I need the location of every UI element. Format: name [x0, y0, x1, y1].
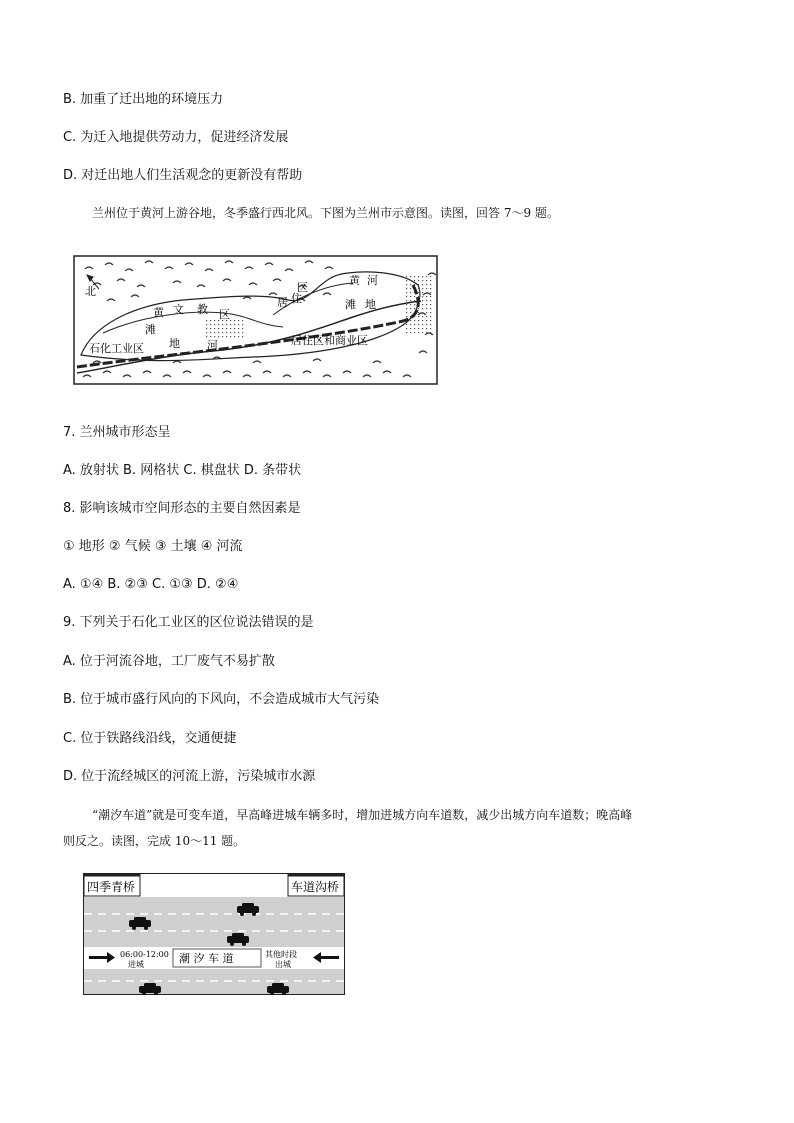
q6-option-b: B. 加重了迁出地的环境压力 — [63, 92, 224, 107]
bridge-right: 车道沟桥 — [291, 880, 340, 894]
q8-factors: ① 地形 ② 气候 ③ 土壤 ④ 河流 — [63, 539, 243, 554]
q6-option-c: C. 为迁入地提供劳动力，促进经济发展 — [63, 130, 289, 145]
map-label-wen: 文 — [173, 303, 184, 316]
q9-option-b: B. 位于城市盛行风向的下风向，不会造成城市大气污染 — [63, 692, 380, 707]
bridge-left: 四季青桥 — [87, 880, 136, 894]
q7-options: A. 放射状 B. 网格状 C. 棋盘状 D. 条带状 — [63, 463, 302, 478]
tidal-lane-figure — [83, 873, 345, 995]
q9-option-d: D. 位于流经城区的河流上游，污染城市水源 — [63, 769, 316, 784]
q7-stem: 7. 兰州城市形态呈 — [63, 425, 171, 440]
q8-stem: 8. 影响该城市空间形态的主要自然因素是 — [63, 501, 301, 516]
outbound-direction: 出城 — [275, 960, 291, 969]
q9-option-c: C. 位于铁路线沿线，交通便捷 — [63, 731, 237, 746]
map-label-qu1: 区 — [219, 308, 230, 321]
map-label-tan2: 滩 — [345, 298, 356, 311]
q9-stem: 9. 下列关于石化工业区的区位说法错误的是 — [63, 615, 314, 630]
dotted-district-left — [205, 318, 245, 338]
lanzhou-map — [73, 255, 438, 385]
road-upper — [84, 897, 344, 947]
map-label-tan1: 滩 — [145, 323, 156, 336]
intro-10-11-line2: 则反之。读图，完成 10～11 题。 — [63, 834, 246, 848]
map-label-north: 北 — [85, 285, 96, 298]
map-label-he1: 河 — [207, 339, 218, 352]
map-label-qu2: 区 — [297, 281, 308, 294]
q9-option-a: A. 位于河流谷地，工厂废气不易扩散 — [63, 654, 275, 669]
intro-7-9: 兰州位于黄河上游谷地，冬季盛行西北风。下图为兰州市示意图。读图，回答 7～9 题。 — [92, 206, 559, 220]
map-label-zhu: 住 — [291, 292, 302, 305]
map-label-he2: 河 — [367, 274, 378, 287]
inbound-direction: 进城 — [128, 960, 144, 969]
map-label-huang2: 黄 — [349, 274, 360, 287]
map-label-huang: 黄 — [153, 306, 164, 319]
map-label-shihua: 石化工业区 — [89, 342, 144, 355]
q8-options: A. ①④ B. ②③ C. ①③ D. ②④ — [63, 577, 239, 592]
intro-10-11-line1: “潮汐车道”就是可变车道，早高峰进城车辆多时，增加进城方向车道数，减少出城方向车道数；晚高峰 — [92, 808, 633, 822]
map-label-di2: 地 — [365, 298, 376, 311]
map-label-di1: 地 — [169, 337, 180, 350]
inbound-time: 06:00-12:00 — [120, 950, 169, 959]
map-label-ju: 居 — [277, 296, 288, 309]
q6-option-d: D. 对迁出地人们生活观念的更新没有帮助 — [63, 168, 303, 183]
dotted-district-right — [406, 275, 434, 333]
map-label-juzhu-shangye: 居住区和商业区 — [291, 334, 368, 347]
outbound-time: 其他时段 — [265, 950, 297, 959]
map-label-jiao: 教 — [197, 303, 208, 316]
tidal-lane-label: 潮 汐 车 道 — [179, 952, 234, 965]
